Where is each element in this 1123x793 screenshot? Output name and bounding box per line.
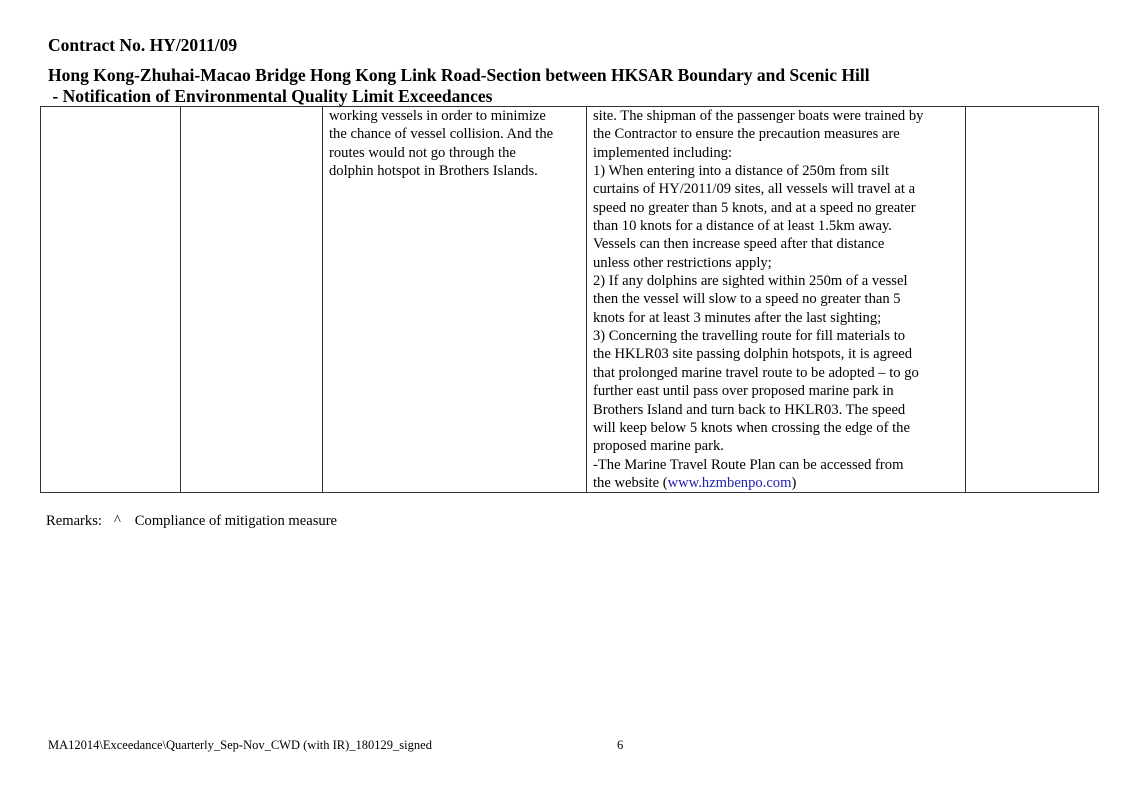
mitigation-line: knots for at least 3 minutes after the last sighting; (593, 309, 882, 326)
mitigation-line: Brothers Island and turn back to HKLR03. The speed (593, 401, 906, 418)
table-cell-empty-2 (181, 107, 323, 493)
action-line: working vessels in order to minimize (329, 108, 546, 124)
mitigation-line: will keep below 5 knots when crossing the edge of the (593, 419, 910, 436)
action-line: routes would not go through the (329, 144, 516, 161)
website-link[interactable]: www.hzmbenpo.com (667, 474, 792, 491)
mitigation-line: then the vessel will slow to a speed no greater than 5 (593, 291, 901, 308)
mitigation-line: than 10 knots for a distance of at least 1.5km away. (593, 218, 892, 235)
mitigation-line: proposed marine park. (593, 438, 724, 455)
document-subtitle: - Notification of Environmental Quality Limit Exceedances (48, 86, 493, 106)
mitigation-line: -The Marine Travel Route Plan can be accessed from (593, 456, 904, 473)
mitigation-line: implemented including: (593, 144, 733, 161)
website-prefix: the website ( (593, 474, 668, 491)
mitigation-line: speed no greater than 5 knots, and at a speed no greater (593, 199, 916, 216)
contract-number: Contract No. HY/2011/09 (48, 35, 238, 55)
mitigation-line: the HKLR03 site passing dolphin hotspots, it is agreed (593, 346, 913, 363)
mitigation-line: 3) Concerning the travelling route for fill materials to (593, 328, 906, 345)
mitigation-line: 2) If any dolphins are sighted within 250m of a vessel (593, 273, 908, 290)
table-cell-empty-1 (41, 107, 181, 493)
website-suffix: ) (791, 474, 797, 491)
action-line: the chance of vessel collision. And the (329, 126, 554, 143)
exceedance-table (40, 106, 1099, 493)
action-cell (323, 107, 587, 493)
caret-symbol: ^ (113, 513, 121, 529)
footer-file-path: MA12014\Exceedance\Quarterly_Sep-Nov_CWD (with IR)_180129_signed (48, 738, 432, 752)
mitigation-line: unless other restrictions apply; (593, 254, 772, 271)
table-cell-empty-5 (966, 107, 1099, 493)
page-number: 6 (617, 738, 624, 752)
action-line: dolphin hotspot in Brothers Islands. (329, 163, 538, 180)
document-title: Hong Kong-Zhuhai-Macao Bridge Hong Kong Link Road-Section between HKSAR Boundary and Scenic Hill (48, 65, 870, 85)
mitigation-line: that prolonged marine travel route to be adopted – to go (593, 364, 919, 381)
remarks-label: Remarks: (46, 513, 102, 529)
mitigation-line: Vessels can then increase speed after that distance (593, 236, 885, 253)
remarks (46, 513, 337, 530)
mitigation-line: the Contractor to ensure the precaution measures are (593, 126, 900, 143)
mitigation-line: further east until pass over proposed marine park in (593, 383, 894, 400)
table-row (41, 107, 1099, 493)
mitigation-line: 1) When entering into a distance of 250m from silt (593, 163, 889, 180)
remarks-text: Compliance of mitigation measure (134, 513, 338, 529)
mitigation-line-website (593, 474, 959, 492)
mitigation-cell (587, 107, 966, 493)
mitigation-line: site. The shipman of the passenger boats were trained by (593, 108, 924, 124)
mitigation-line: curtains of HY/2011/09 sites, all vessels will travel at a (593, 181, 916, 198)
